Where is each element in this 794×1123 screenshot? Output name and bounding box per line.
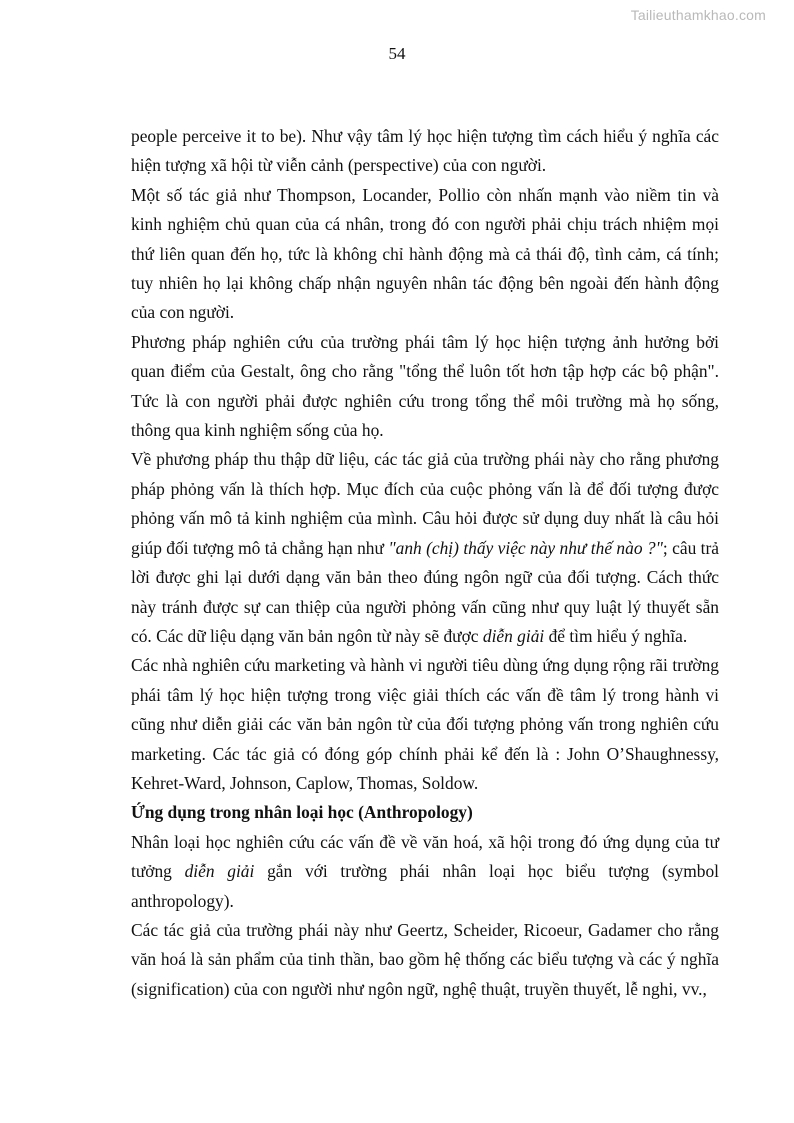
- watermark-text: Tailieuthamkhao.com: [630, 7, 766, 23]
- paragraph-4: [131, 445, 719, 651]
- paragraph-8: Các tác giả của trường phái này như Geertz, Scheider, Ricoeur, Gadamer cho rằng văn hoá là sản phẩm của tinh thần, bao gồm hệ thống các biểu tượng và các ý nghĩa (signification) của con người như ngôn ngữ, nghệ thuật, truyền thuyết, lễ nghi, vv.,: [131, 919, 719, 999]
- paragraph-7: [131, 828, 719, 916]
- section-heading-anthropology: Ứng dụng trong nhân loại học (Anthropology): [131, 802, 473, 823]
- plain-text: Nhân loại học nghiên cứu các vấn đề về văn hoá, xã hội trong đó ứng dụng của tư tưởng: [131, 831, 719, 882]
- emphasis-text: diễn giải: [482, 625, 545, 646]
- page-body-text: [131, 122, 719, 1004]
- paragraph-2: Một số tác giả như Thompson, Locander, Pollio còn nhấn mạnh vào niềm tin và kinh nghiệm chủ quan của cá nhân, trong đó con người phải chịu trách nhiệm mọi thứ liên quan đến họ, tức là không chỉ hành động mà cả thái độ, tình cảm, cá tính; tuy nhiên họ lại không chấp nhận nguyên nhân tác động bên ngoài đến hành động của con người.: [131, 184, 719, 323]
- paragraph-5: Các nhà nghiên cứu marketing và hành vi người tiêu dùng ứng dụng rộng rãi trường phái tâm lý học hiện tượng trong việc giải thích các vấn đề tâm lý trong hành vi cũng như diễn giải các văn bản ngôn từ của đối tượng phỏng vấn trong nghiên cứu marketing. Các tác giả có đóng góp chính phải kể đến là : John O’Shaughnessy, Kehret-Ward, Johnson, Caplow, Thomas, Soldow.: [131, 655, 719, 793]
- plain-text: Về phương pháp thu thập dữ liệu, các tác giả của trường phái này cho rằng phương pháp phỏng vấn là thích hợp. Mục đích của cuộc phỏng vấn là để đối tượng được phỏng vấn mô tả kinh nghiệm của mình. Câu hỏi được sử dụng duy nhất là câu hỏi giúp đối tượng mô tả chẳng hạn như: [131, 449, 719, 558]
- paragraph-1: people perceive it to be). Như vậy tâm lý học hiện tượng tìm cách hiểu ý nghĩa các hiện tượng xã hội từ viễn cảnh (perspective) của con người.: [131, 126, 719, 176]
- emphasis-text: diễn giải: [184, 861, 255, 882]
- plain-text: để tìm hiểu ý nghĩa.: [544, 625, 688, 646]
- paragraph-3: Phương pháp nghiên cứu của trường phái tâm lý học hiện tượng ảnh hưởng bởi quan điểm của Gestalt, ông cho rằng "tổng thể luôn tốt hơn tập hợp các bộ phận". Tức là con người phải được nghiên cứu trong tổng thể môi trường mà họ sống, thông qua kinh nghiệm sống của họ.: [131, 331, 719, 441]
- plain-text: ; câu trả lời được ghi lại dưới dạng văn bản theo đúng ngôn ngữ của đối tượng. Cách thức này tránh được sự can thiệp của người phỏng vấn cũng như quy luật lý thuyết sẵn có. Các dữ liệu dạng văn bản ngôn từ này sẽ được: [131, 537, 719, 646]
- emphasis-text: "anh (chị) thấy việc này như thế nào ?": [388, 537, 663, 558]
- page-number: 54: [388, 44, 406, 63]
- plain-text: gắn với trường phái nhân loại học biểu tượng (symbol anthropology).: [131, 861, 719, 911]
